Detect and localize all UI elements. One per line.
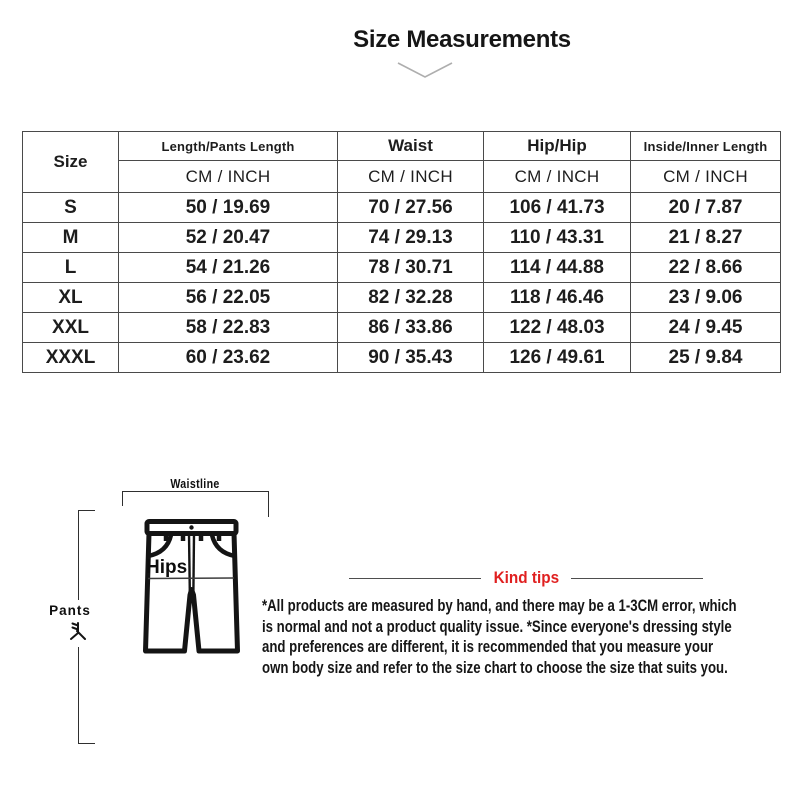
table-row [23, 283, 781, 313]
inside-length-column-header: Inside/Inner Length [631, 132, 781, 161]
measurement-cell: 21 / 8.27 [631, 223, 781, 253]
measurement-cell: 74 / 29.13 [338, 223, 484, 253]
size-cell: XL [23, 283, 119, 313]
table-row [23, 343, 781, 373]
measurement-cell: 114 / 44.88 [484, 253, 631, 283]
length-column-header: Length/Pants Length [119, 132, 338, 161]
kind-tips-heading: Kind tips [493, 568, 559, 587]
measurement-cell: 78 / 30.71 [338, 253, 484, 283]
measurement-cell: 24 / 9.45 [631, 313, 781, 343]
measurement-cell: 70 / 27.56 [338, 193, 484, 223]
measurement-cell: 23 / 9.06 [631, 283, 781, 313]
measurement-cell: 52 / 20.47 [119, 223, 338, 253]
tips-line: is normal and not a product quality issue. *Since everyone's dressing style [262, 617, 732, 636]
measurement-cell: 106 / 41.73 [484, 193, 631, 223]
table-unit-row [23, 161, 781, 193]
chevron-down-icon [397, 62, 453, 79]
table-row [23, 193, 781, 223]
measurement-cell: 22 / 8.66 [631, 253, 781, 283]
tips-line: own body size and refer to the size chart to choose the size that suits you. [262, 658, 728, 677]
measurement-cell: 25 / 9.84 [631, 343, 781, 373]
measurement-cell: 56 / 22.05 [119, 283, 338, 313]
pants-length-bracket-line [78, 510, 79, 600]
size-cell: S [23, 193, 119, 223]
waist-column-header: Waist [338, 132, 484, 161]
hip-column-header: Hip/Hip [484, 132, 631, 161]
hips-label: Hips [146, 557, 188, 578]
waistline-bracket-tick [122, 491, 123, 506]
unit-cell: CM / INCH [631, 161, 781, 193]
measurement-cell: 122 / 48.03 [484, 313, 631, 343]
measurement-cell: 60 / 23.62 [119, 343, 338, 373]
measurement-cell: 90 / 35.43 [338, 343, 484, 373]
size-cell: M [23, 223, 119, 253]
pants-length-bracket-line [78, 647, 79, 743]
size-table-body [23, 193, 781, 373]
table-row [23, 253, 781, 283]
pants-length-cn-glyph [68, 621, 88, 641]
measurement-cell: 86 / 33.86 [338, 313, 484, 343]
measurement-cell: 20 / 7.87 [631, 193, 781, 223]
table-row [23, 223, 781, 253]
waistline-bracket-tick [268, 491, 269, 517]
size-measurements-table [22, 131, 781, 373]
measurement-cell: 50 / 19.69 [119, 193, 338, 223]
pants-length-bracket-tick [78, 743, 95, 744]
measurement-cell: 110 / 43.31 [484, 223, 631, 253]
heading-rule-right [571, 578, 703, 579]
pants-drawing [143, 518, 240, 658]
measurement-cell: 126 / 49.61 [484, 343, 631, 373]
unit-cell: CM / INCH [119, 161, 338, 193]
size-cell: L [23, 253, 119, 283]
measurement-cell: 54 / 21.26 [119, 253, 338, 283]
tips-line: *All products are measured by hand, and there may be a 1-3CM error, which [262, 597, 737, 615]
kind-tips-section [262, 568, 790, 678]
measurement-cell: 58 / 22.83 [119, 313, 338, 343]
tips-body [262, 596, 790, 678]
pants-measurement-figure [49, 475, 295, 757]
table-header-row [23, 132, 781, 161]
waistline-label: Waistline [170, 477, 220, 491]
size-column-header: Size [23, 132, 119, 193]
waistline-bracket-line [122, 491, 269, 492]
unit-cell: CM / INCH [484, 161, 631, 193]
size-cell: XXL [23, 313, 119, 343]
page-title: Size Measurements [353, 26, 571, 53]
heading-rule-left [349, 578, 481, 579]
unit-cell: CM / INCH [338, 161, 484, 193]
pants-label: Pants [49, 603, 91, 618]
measurement-cell: 118 / 46.46 [484, 283, 631, 313]
pants-length-bracket-tick [78, 510, 95, 511]
measurement-cell: 82 / 32.28 [338, 283, 484, 313]
table-row [23, 313, 781, 343]
tips-line: and preferences are different, it is recommended that you measure your [262, 638, 714, 657]
size-cell: XXXL [23, 343, 119, 373]
kind-tips-heading-row [262, 568, 790, 588]
